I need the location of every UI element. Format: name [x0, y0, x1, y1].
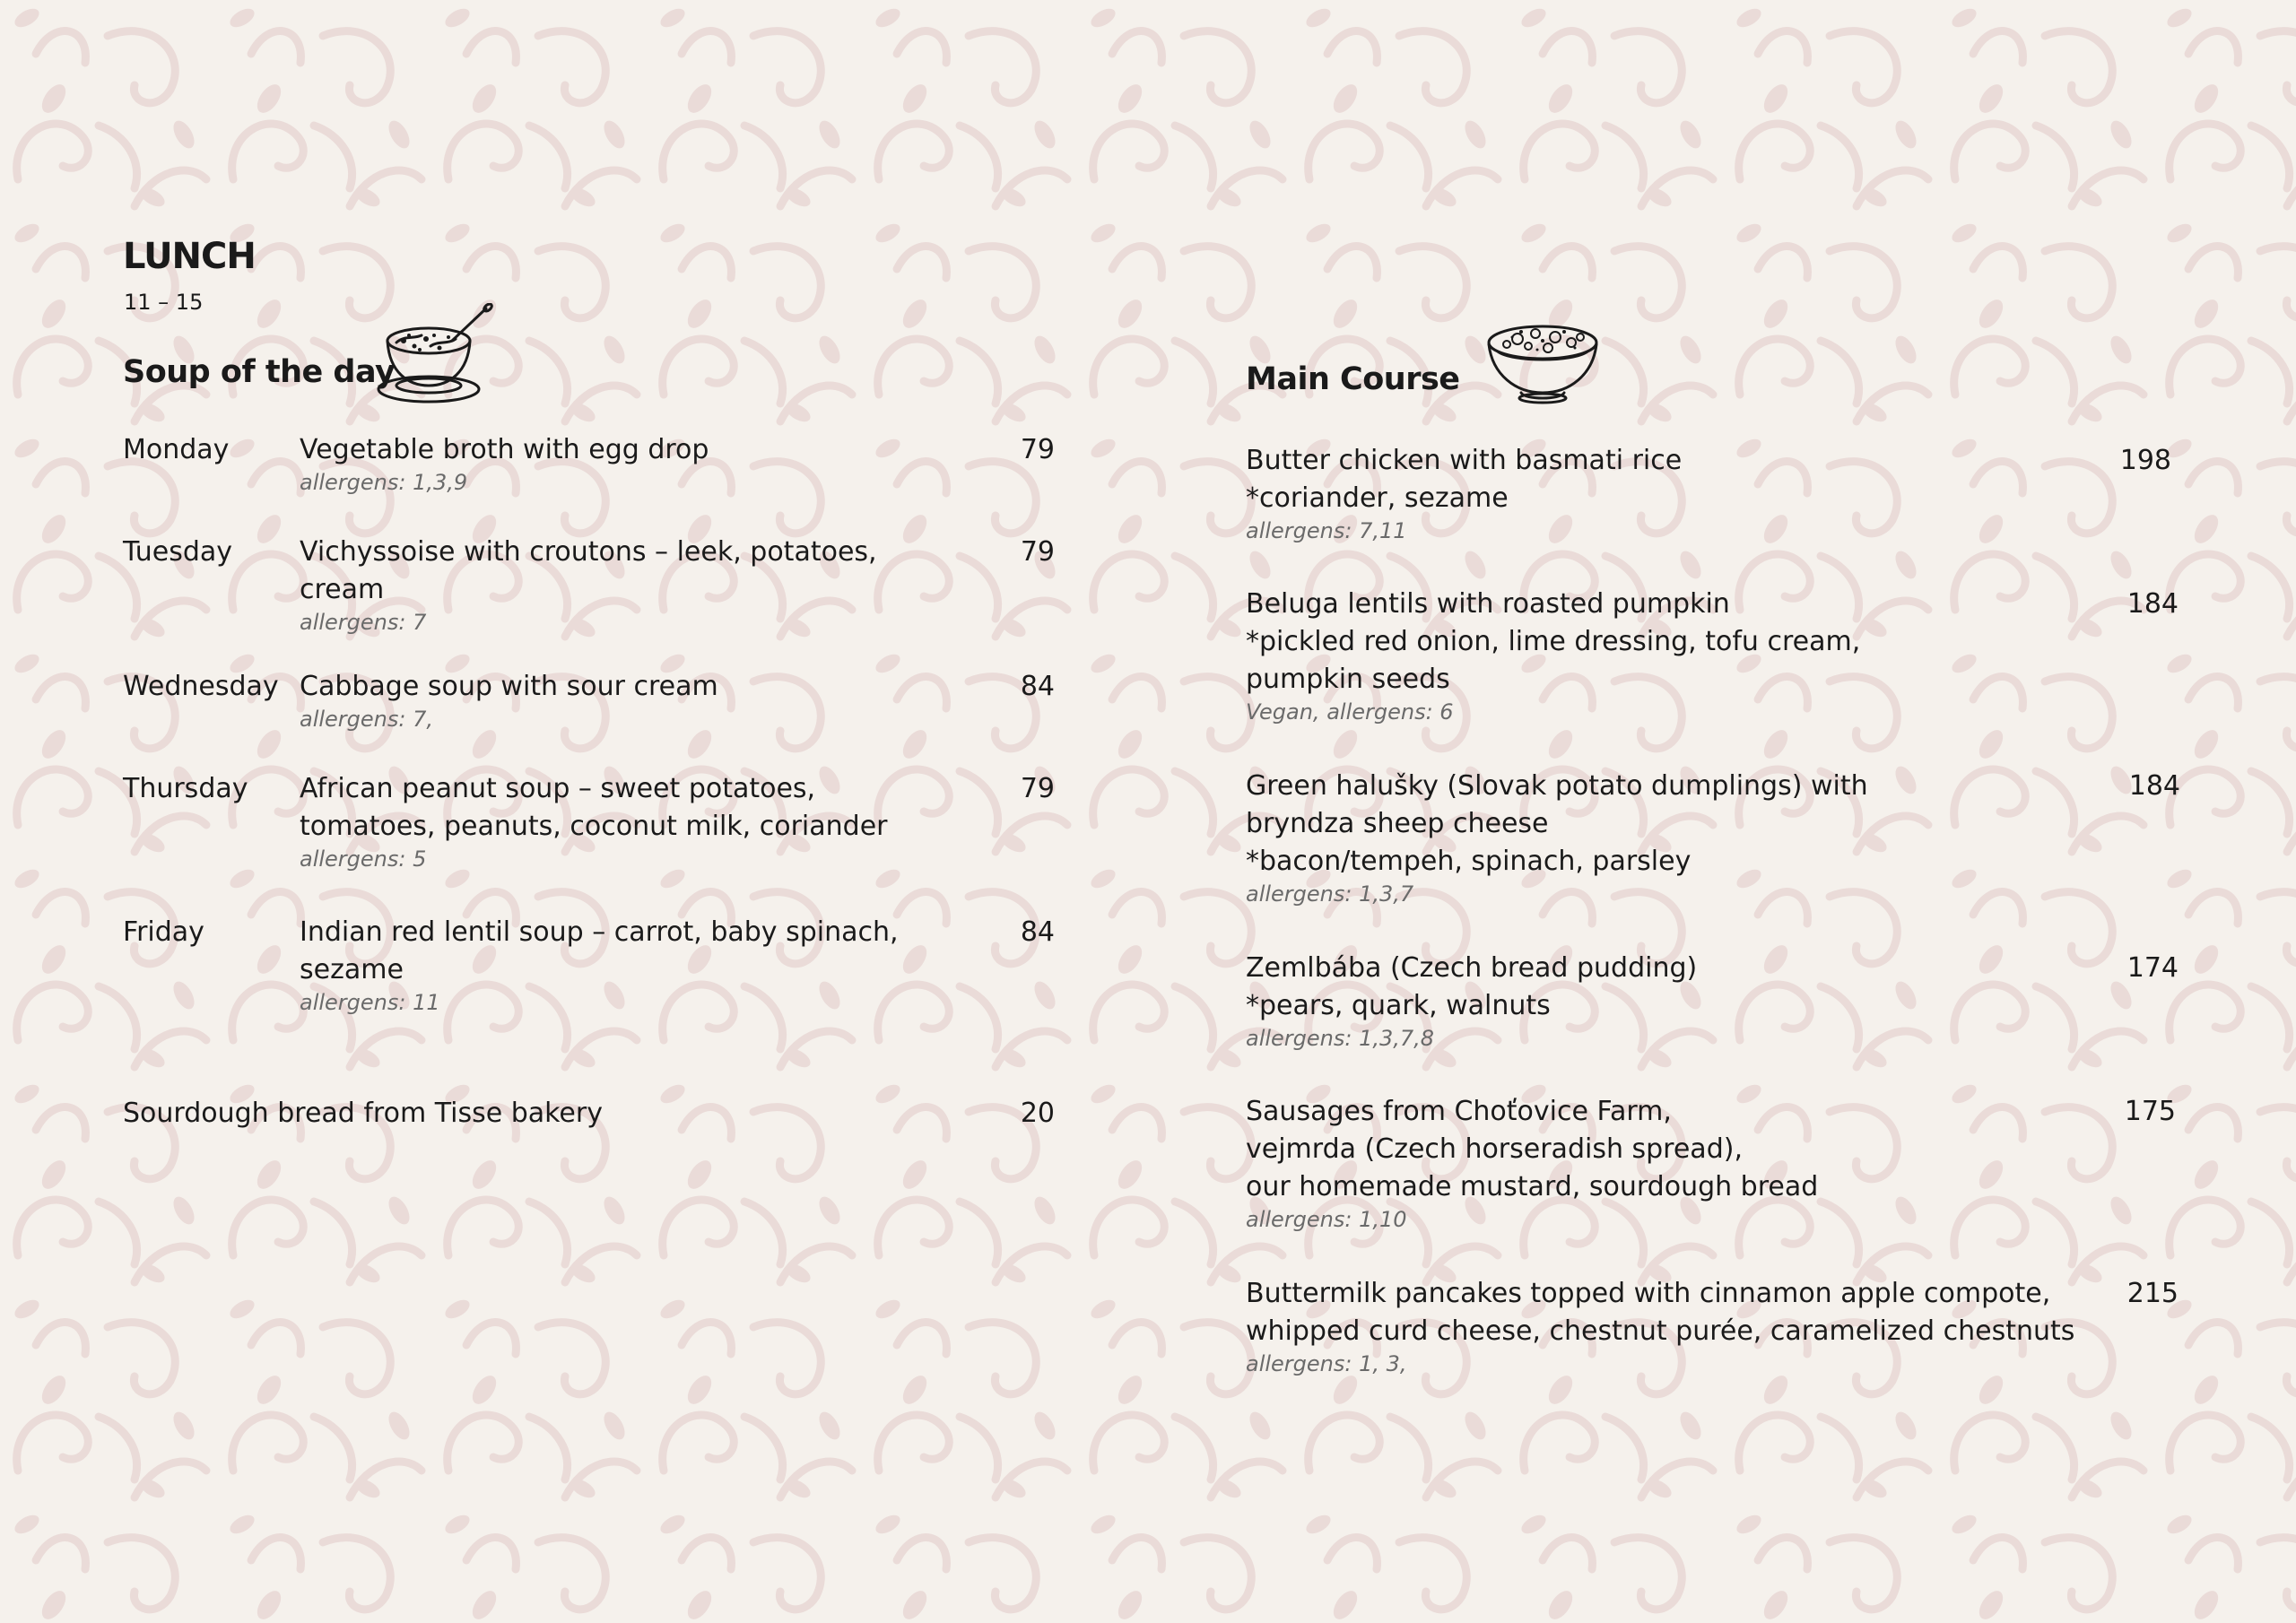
price-tuesday: 79	[1020, 536, 1055, 568]
dish-line: tomatoes, peanuts, coconut milk, coriander	[300, 811, 888, 842]
day-friday: Friday	[123, 916, 204, 948]
dish-line: sezame	[300, 954, 404, 985]
price-bread: 20	[1020, 1098, 1055, 1129]
dish-line: Zemlbába (Czech bread pudding)	[1246, 952, 1698, 984]
main-course-title: Main Course	[1246, 361, 1460, 397]
dish-line: whipped curd cheese, chestnut purée, caramelized chestnuts	[1246, 1315, 2075, 1347]
lunch-title: LUNCH	[123, 236, 256, 277]
allergen-note: allergens: 11	[300, 990, 440, 1015]
soup-item-friday	[300, 914, 909, 1016]
dish-line: *pickled red onion, lime dressing, tofu cream,	[1246, 626, 1861, 657]
dish-line: vejmrda (Czech horseradish spread),	[1246, 1133, 1743, 1165]
dish-line: Vichyssoise with croutons – leek, potatoes,	[300, 536, 877, 568]
main-item-beluga-lentils	[1246, 586, 2107, 725]
allergen-note: allergens: 1,3,7	[1246, 881, 1414, 907]
main-item-buttermilk-pancakes	[1246, 1275, 2107, 1377]
dish-line: Green halušky (Slovak potato dumplings) with	[1246, 770, 1868, 802]
allergen-note: allergens: 1, 3,	[1246, 1351, 1407, 1376]
soup-item-monday	[300, 431, 909, 496]
allergen-note: allergens: 7	[300, 610, 427, 635]
soup-item-thursday	[300, 770, 909, 872]
allergen-note: allergens: 7,11	[1246, 518, 1407, 543]
price-friday: 84	[1020, 916, 1055, 948]
allergen-note: allergens: 1,10	[1246, 1207, 1407, 1232]
soup-item-tuesday	[300, 534, 909, 636]
allergen-note: allergens: 5	[300, 846, 427, 872]
main-item-sausages	[1246, 1093, 2107, 1233]
soup-section-title: Soup of the day	[123, 354, 396, 390]
main-item-zemlbaba	[1246, 950, 2107, 1052]
price-monday: 79	[1020, 434, 1055, 465]
price-thursday: 79	[1020, 773, 1055, 804]
dish-line: Indian red lentil soup – carrot, baby spinach,	[300, 916, 899, 948]
soup-item-wednesday	[300, 668, 909, 733]
allergen-note: allergens: 1,3,9	[300, 470, 468, 495]
price-butter-chicken: 198	[2119, 445, 2171, 476]
dish-line: cream	[300, 574, 385, 605]
allergen-note: allergens: 1,3,7,8	[1246, 1026, 1435, 1051]
dish-line: African peanut soup – sweet potatoes,	[300, 773, 816, 804]
price-sausages: 175	[2124, 1096, 2176, 1127]
price-green-halusky: 184	[2128, 770, 2180, 802]
price-wednesday: 84	[1020, 671, 1055, 702]
dish-line: *coriander, sezame	[1246, 482, 1509, 514]
day-wednesday: Wednesday	[123, 671, 279, 702]
dish-line: Buttermilk pancakes topped with cinnamon apple compote,	[1246, 1278, 2051, 1309]
price-buttermilk-pancakes: 215	[2126, 1278, 2179, 1309]
allergen-note: Vegan, allergens: 6	[1246, 699, 1454, 725]
dish-line: *bacon/tempeh, spinach, parsley	[1246, 846, 1692, 877]
soup-bowl-icon	[377, 303, 495, 407]
day-thursday: Thursday	[123, 773, 248, 804]
dish-line: Vegetable broth with egg drop	[300, 434, 709, 465]
price-zemlbaba: 174	[2126, 952, 2179, 984]
dish-line: Cabbage soup with sour cream	[300, 671, 718, 702]
bread-item: Sourdough bread from Tisse bakery	[123, 1098, 603, 1129]
dish-line: pumpkin seeds	[1246, 664, 1450, 695]
main-item-green-halusky	[1246, 768, 2107, 907]
dish-line: Butter chicken with basmati rice	[1246, 445, 1683, 476]
price-beluga-lentils: 184	[2126, 588, 2179, 620]
dish-line: bryndza sheep cheese	[1246, 808, 1549, 839]
dish-line: Beluga lentils with roasted pumpkin	[1246, 588, 1730, 620]
dish-line: Sausages from Choťovice Farm,	[1246, 1096, 1672, 1127]
lunch-hours: 11 – 15	[124, 290, 204, 315]
day-monday: Monday	[123, 434, 230, 465]
salad-bowl-icon	[1485, 321, 1604, 407]
day-tuesday: Tuesday	[123, 536, 233, 568]
dish-line: *pears, quark, walnuts	[1246, 990, 1551, 1021]
dish-line: our homemade mustard, sourdough bread	[1246, 1171, 1819, 1202]
allergen-note: allergens: 7,	[300, 707, 434, 732]
main-item-butter-chicken	[1246, 442, 2107, 544]
